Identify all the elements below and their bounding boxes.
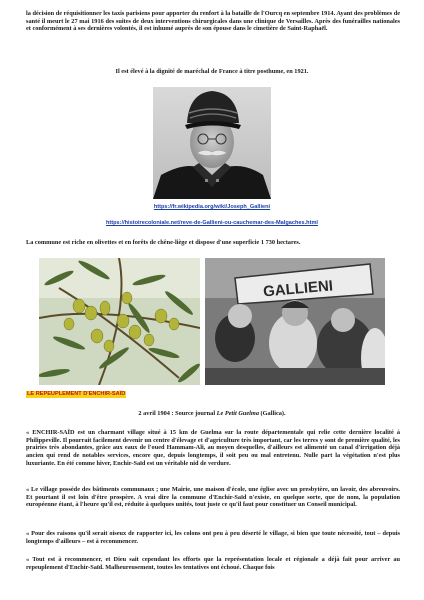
street-sign-text: GALLIENI [262, 277, 334, 301]
gallieni-portrait-photo [153, 87, 271, 199]
gallieni-sign-children-photo [205, 258, 385, 385]
article-paragraph-1: « ENCHIR-SAÏD est un charmant village situé à 15 km de Guelma sur la route départementale qui relie cette dernière localité à Philippeville. Il pourrait facilement devenir un centre d'élevage et d'agriculture très important, car les terres y sont de première qualité, les prairies très abondantes, grâce aux eaux de l'oued Hammam-Ali, au moyen desquelles, d'ailleurs est alimenté un canal d'irrigation déjà ancien qui rend de notables services, encore que, depuis longtemps, il soit peu ou mal entretenu. Nulle part la végétation n'est plus luxuriante. En été comme hiver, Enchir-Saïd est un véritable nid de verdure. [26, 429, 400, 467]
wikipedia-link[interactable]: https://fr.wikipedia.org/wiki/Joseph_Gallieni [153, 204, 271, 210]
source-line [0, 410, 424, 418]
commune-sentence: La commune est riche en olivettes et en forêts de chêne-liège et dispose d'une superficie 1 730 hectares. [26, 239, 301, 246]
article-paragraph-4: « Tout est à recommencer, et Dieu sait cependant les efforts que la représentation locale et régionale a déjà fait pour arriver au repeuplement d'Enchir-Saïd. Malheureusement, toutes les tentatives ont échoué. Chaque fois [26, 556, 400, 571]
source-tail: (Gallica). [258, 410, 286, 417]
intro-paragraph: la décision de réquisitionner les taxis parisiens pour apporter du renfort à la bataille de l'Ourcq en septembre 1914. Ayant des problèmes de santé il meurt le 27 mai 1916 des suites de deux interventions chirurgicales dans une clinique de Versailles. Après des funérailles nationales et conformément à ses dernières volontés, il est inhumé auprès de son épouse dans le cimetière de Saint-Raphaël. [26, 10, 400, 33]
article-paragraph-3: « Pour des raisons qu'il serait oiseux de rapporter ici, les colons ont peu à peu déserté le village, si bien que toute nécessité, tout – depuis longtemps d'ailleurs – est à recommencer. [26, 530, 400, 545]
marshal-sentence: Il est élevé à la dignité de maréchal de France à titre posthume, en 1921. [115, 68, 309, 75]
section-title: LE REPEUPLEMENT D'ENCHIR-SAÏD [27, 391, 126, 397]
article-paragraph-2: « Le village possède des bâtiments communaux ; une Mairie, une maison d'école, une église avec un presbytère, un lavoir, des abreuvoirs. Et pourtant il est loin d'être prospère. A vrai dire la commune d'Enchir-Saïd n'existe, en quelque sorte, que de nom, la population européenne étant, à l'heure qu'il est, réduite à quelques unités, tout juste ce qu'il faut pour constituer un Conseil municipal. [26, 486, 400, 509]
histoire-coloniale-link[interactable]: https://histoirecoloniale.net/reve-de-Gallieni-ou-cauchemar-des-Malgaches.html [106, 220, 318, 226]
source-newspaper: Le Petit Guelma [216, 410, 259, 417]
olive-branch-photo [39, 258, 200, 385]
source-date: 2 avril 1904 : Source journal [138, 410, 217, 417]
